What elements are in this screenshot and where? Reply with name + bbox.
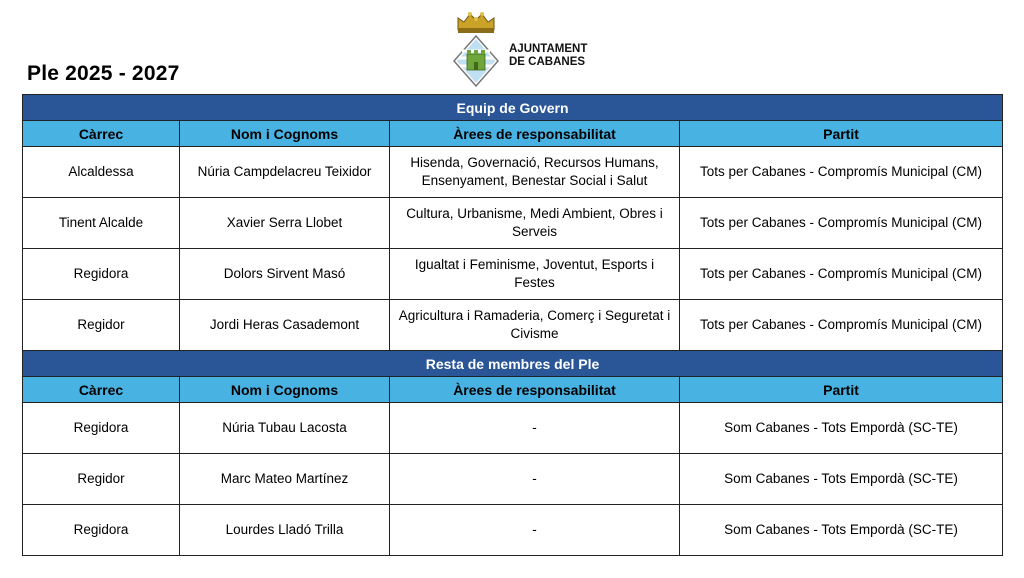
- council-table: [22, 94, 1003, 556]
- cell-carrec: Regidora: [23, 249, 180, 300]
- cell-carrec: Regidor: [23, 454, 180, 505]
- table-row: [23, 403, 1003, 454]
- cell-partit: Tots per Cabanes - Compromís Municipal (CM): [680, 300, 1003, 351]
- table-row: [23, 300, 1003, 351]
- column-header-arees: Àrees de responsabilitat: [390, 377, 680, 403]
- cell-carrec: Regidora: [23, 505, 180, 556]
- column-header-arees: Àrees de responsabilitat: [390, 121, 680, 147]
- cell-partit: Som Cabanes - Tots Empordà (SC-TE): [680, 505, 1003, 556]
- table-row: [23, 249, 1003, 300]
- cell-arees: Hisenda, Governació, Recursos Humans, Ensenyament, Benestar Social i Salut: [390, 147, 680, 198]
- municipal-logo: [448, 6, 598, 92]
- cell-nom: Lourdes Lladó Trilla: [180, 505, 390, 556]
- cell-partit: Som Cabanes - Tots Empordà (SC-TE): [680, 403, 1003, 454]
- table-row: [23, 505, 1003, 556]
- cell-partit: Tots per Cabanes - Compromís Municipal (CM): [680, 198, 1003, 249]
- column-header-row: [23, 377, 1003, 403]
- cell-carrec: Regidor: [23, 300, 180, 351]
- cell-arees: -: [390, 454, 680, 505]
- column-header-nom: Nom i Cognoms: [180, 377, 390, 403]
- cell-carrec: Regidora: [23, 403, 180, 454]
- cell-partit: Tots per Cabanes - Compromís Municipal (CM): [680, 147, 1003, 198]
- table-row: [23, 198, 1003, 249]
- section-title: Equip de Govern: [23, 95, 1003, 121]
- section-header-resta: [23, 351, 1003, 377]
- cell-nom: Núria Campdelacreu Teixidor: [180, 147, 390, 198]
- cell-arees: Agricultura i Ramaderia, Comerç i Seguretat i Civisme: [390, 300, 680, 351]
- logo-line-1: AJUNTAMENT: [509, 43, 588, 55]
- cell-carrec: Alcaldessa: [23, 147, 180, 198]
- column-header-partit: Partit: [680, 121, 1003, 147]
- section-header-govern: [23, 95, 1003, 121]
- cell-arees: -: [390, 505, 680, 556]
- cell-arees: Igualtat i Feminisme, Joventut, Esports i Festes: [390, 249, 680, 300]
- cell-nom: Xavier Serra Llobet: [180, 198, 390, 249]
- cell-arees: -: [390, 403, 680, 454]
- column-header-row: [23, 121, 1003, 147]
- logo-line-2: DE CABANES: [509, 56, 586, 68]
- column-header-nom: Nom i Cognoms: [180, 121, 390, 147]
- cell-nom: Núria Tubau Lacosta: [180, 403, 390, 454]
- page-title: Ple 2025 - 2027: [27, 62, 180, 85]
- cell-arees: Cultura, Urbanisme, Medi Ambient, Obres i Serveis: [390, 198, 680, 249]
- column-header-partit: Partit: [680, 377, 1003, 403]
- column-header-carrec: Càrrec: [23, 121, 180, 147]
- cell-nom: Dolors Sirvent Masó: [180, 249, 390, 300]
- section-title: Resta de membres del Ple: [23, 351, 1003, 377]
- cell-partit: Tots per Cabanes - Compromís Municipal (CM): [680, 249, 1003, 300]
- cell-partit: Som Cabanes - Tots Empordà (SC-TE): [680, 454, 1003, 505]
- table-row: [23, 147, 1003, 198]
- table-row: [23, 454, 1003, 505]
- cell-carrec: Tinent Alcalde: [23, 198, 180, 249]
- column-header-carrec: Càrrec: [23, 377, 180, 403]
- cell-nom: Marc Mateo Martínez: [180, 454, 390, 505]
- cell-nom: Jordi Heras Casademont: [180, 300, 390, 351]
